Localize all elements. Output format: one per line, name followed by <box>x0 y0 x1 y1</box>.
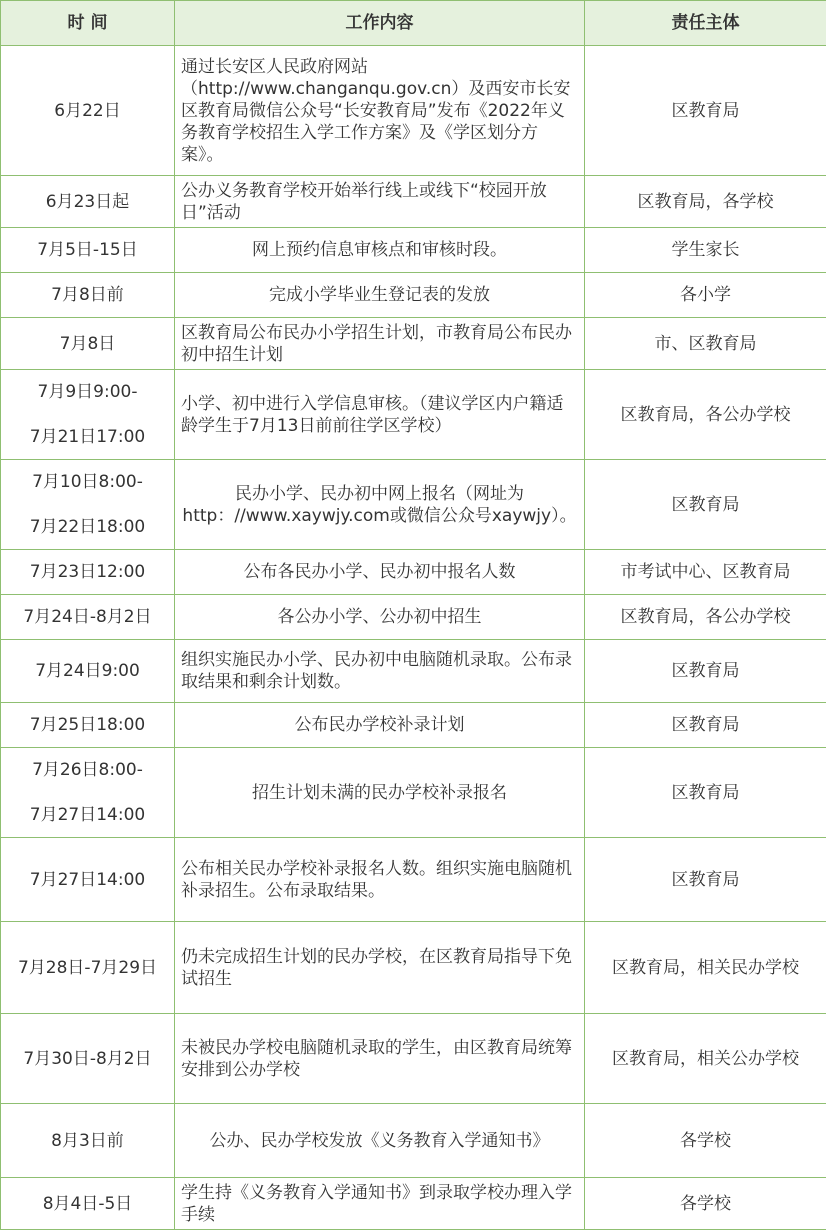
time-cell <box>1 460 175 550</box>
task-cell: 组织实施民办小学、民办初中电脑随机录取。公布录取结果和剩余计划数。 <box>175 640 585 703</box>
table-body <box>1 46 826 1230</box>
responsible-cell: 市、区教育局 <box>585 318 826 370</box>
responsible-cell: 学生家长 <box>585 228 826 273</box>
time-text: 7月24日9:00 <box>35 661 140 681</box>
time-cell <box>1 595 175 640</box>
task-cell: 完成小学毕业生登记表的发放 <box>175 273 585 318</box>
responsible-cell: 区教育局，各公办学校 <box>585 595 826 640</box>
table-row <box>1 370 826 460</box>
time-cell <box>1 46 175 176</box>
task-cell: 学生持《义务教育入学通知书》到录取学校办理入学手续 <box>175 1178 585 1230</box>
time-text: 7月30日-8月2日 <box>23 1048 152 1069</box>
task-cell: 公布民办学校补录计划 <box>175 703 585 748</box>
time-cell <box>1 550 175 595</box>
time-text: 7月28日-7月29日 <box>17 957 158 978</box>
time-text: 7月23日12:00 <box>29 562 146 582</box>
time-cell <box>1 703 175 748</box>
time-text: 7月9日9:00- <box>37 382 138 402</box>
table-header-row <box>1 1 826 46</box>
time-cell <box>1 176 175 228</box>
table-row <box>1 1104 826 1178</box>
table-row <box>1 46 826 176</box>
time-cell <box>1 640 175 703</box>
responsible-cell: 各小学 <box>585 273 826 318</box>
table-row <box>1 1014 826 1104</box>
responsible-cell: 区教育局 <box>585 748 826 838</box>
task-cell: 各公办小学、公办初中招生 <box>175 595 585 640</box>
task-cell: 民办小学、民办初中网上报名（网址为http：//www.xaywjy.com或微信公众号xaywjy）。 <box>175 460 585 550</box>
time-text: 7月25日18:00 <box>29 715 146 735</box>
time-text: 7月8日前 <box>51 285 124 305</box>
time-cell <box>1 1014 175 1104</box>
time-cell <box>1 318 175 370</box>
responsible-cell: 区教育局，相关公办学校 <box>585 1014 826 1104</box>
responsible-cell: 区教育局 <box>585 640 826 703</box>
responsible-cell: 区教育局 <box>585 460 826 550</box>
time-cell <box>1 228 175 273</box>
time-cell <box>1 748 175 838</box>
table-row <box>1 318 826 370</box>
time-cell <box>1 922 175 1014</box>
table-row <box>1 228 826 273</box>
time-text: 7月5日-15日 <box>37 240 138 260</box>
time-cell <box>1 370 175 460</box>
table-row <box>1 550 826 595</box>
time-cell <box>1 1104 175 1178</box>
header-responsible: 责任主体 <box>585 1 826 46</box>
task-cell: 公布相关民办学校补录报名人数。组织实施电脑随机补录招生。公布录取结果。 <box>175 838 585 922</box>
task-cell: 仍未完成招生计划的民办学校，在区教育局指导下免试招生 <box>175 922 585 1014</box>
time-text: 6月22日 <box>54 100 121 121</box>
time-cell <box>1 273 175 318</box>
time-text: 7月10日8:00- <box>32 472 143 492</box>
time-text: 6月23日起 <box>45 191 130 212</box>
table-row <box>1 838 826 922</box>
header-task: 工作内容 <box>175 1 585 46</box>
responsible-cell: 区教育局 <box>585 46 826 176</box>
task-cell: 招生计划未满的民办学校补录报名 <box>175 748 585 838</box>
time-text: 8月4日-5日 <box>42 1193 133 1214</box>
table-row <box>1 176 826 228</box>
time-text: 7月8日 <box>59 333 116 354</box>
responsible-cell: 区教育局，各学校 <box>585 176 826 228</box>
table-row <box>1 460 826 550</box>
responsible-cell: 各学校 <box>585 1178 826 1230</box>
time-text: 7月26日8:00- <box>32 760 143 780</box>
table-row <box>1 1178 826 1230</box>
header-time: 时 间 <box>1 1 175 46</box>
table-row <box>1 273 826 318</box>
task-cell: 公办义务教育学校开始举行线上或线下“校园开放日”活动 <box>175 176 585 228</box>
responsible-cell: 区教育局 <box>585 838 826 922</box>
time-text: 8月3日前 <box>51 1130 124 1151</box>
task-cell: 区教育局公布民办小学招生计划，市教育局公布民办初中招生计划 <box>175 318 585 370</box>
table-row <box>1 922 826 1014</box>
responsible-cell: 各学校 <box>585 1104 826 1178</box>
task-cell: 网上预约信息审核点和审核时段。 <box>175 228 585 273</box>
task-cell: 未被民办学校电脑随机录取的学生，由区教育局统筹安排到公办学校 <box>175 1014 585 1104</box>
time-text: 7月24日-8月2日 <box>23 607 152 627</box>
task-cell: 小学、初中进行入学信息审核。（建议学区内户籍适龄学生于7月13日前前往学区学校） <box>175 370 585 460</box>
task-cell: 公布各民办小学、民办初中报名人数 <box>175 550 585 595</box>
responsible-cell: 区教育局 <box>585 703 826 748</box>
table-row <box>1 640 826 703</box>
responsible-cell: 区教育局，相关民办学校 <box>585 922 826 1014</box>
time-text: 7月27日14:00 <box>29 869 146 890</box>
time-cell <box>1 1178 175 1230</box>
time-text: 7月22日18:00 <box>29 517 146 537</box>
task-cell: 公办、民办学校发放《义务教育入学通知书》 <box>175 1104 585 1178</box>
table-row <box>1 595 826 640</box>
table-row <box>1 748 826 838</box>
time-cell <box>1 838 175 922</box>
responsible-cell: 市考试中心、区教育局 <box>585 550 826 595</box>
time-text: 7月27日14:00 <box>29 805 146 825</box>
table-row <box>1 703 826 748</box>
time-text: 7月21日17:00 <box>29 427 146 447</box>
task-cell: 通过长安区人民政府网站（http://www.changanqu.gov.cn）及西安市长安区教育局微信公众号“长安教育局”发布《2022年义务教育学校招生入学工作方案》及《学区划分方案》。 <box>175 46 585 176</box>
responsible-cell: 区教育局，各公办学校 <box>585 370 826 460</box>
